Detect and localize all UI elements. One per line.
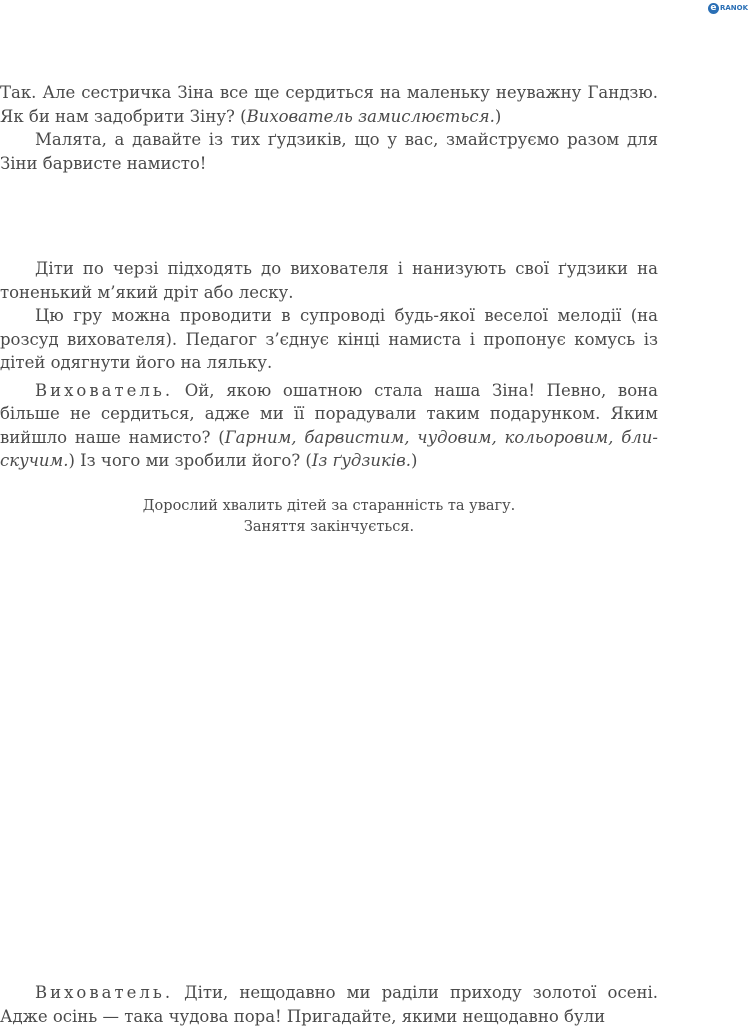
speaker-label: Вихователь. — [35, 380, 174, 400]
logo-text: RANOK — [719, 4, 748, 12]
paragraph: Діти по черзі підходять до вихователя і нанизують свої ґудзики на тоненький м’який дріт або леску. — [0, 259, 658, 302]
paragraph-text: Діти, нещодавно ми раділи приходу золотої осені. Адже осінь — така чудова пора! Пригадайте, якими нещодавно були — [0, 983, 658, 1026]
logo-e-icon: e — [708, 3, 719, 14]
paragraph: Малята, а давайте із тих ґудзиків, що у вас, змайструємо разом для Зіни барвисте намисто! — [0, 130, 658, 173]
stage-direction: Вихователь замислюється. — [246, 106, 495, 126]
speaker-label: Вихователь. — [35, 983, 174, 1002]
paragraph-text: Ой, якою ошатною стала наша Зіна! Певно, вона більше не сердиться, адже ми її порадували таким подарунком. Яким вийшло наше намисто? ( — [0, 380, 658, 447]
stage-direction: Із ґудзиків. — [311, 451, 411, 470]
paragraph: Цю гру можна проводити в супроводі будь-якої веселої мелодії (на розсуд вихователя). Педагог з’єднує кінці намиста і пропонує комусь із дітей одягнути його на ляльку. — [0, 306, 658, 372]
closing-line: Заняття закінчується. — [243, 519, 415, 535]
stage-direction: Гарним, барвистим, чудовим, кольоровим, бли-скучим. — [0, 427, 659, 470]
text-block-1 — [0, 81, 658, 175]
paragraph-text: Так. Але сестричка Зіна все ще сердиться на маленьку неуважну Гандзю. Як би нам задобрити Зіну? ( — [0, 83, 658, 126]
closing-note — [0, 496, 658, 538]
paragraph-text: ) — [410, 451, 418, 470]
paragraph — [0, 81, 658, 128]
paragraph — [0, 981, 658, 1028]
publisher-logo — [708, 2, 748, 14]
closing-line: Дорослий хвалить дітей за старанність та увагу. — [142, 498, 516, 514]
paragraph-text: ) — [494, 106, 502, 126]
text-block-3 — [0, 981, 658, 1028]
paragraph — [0, 379, 658, 473]
paragraph-text: ) Із чого ми зробили його? ( — [68, 451, 312, 470]
text-block-2 — [0, 257, 658, 473]
